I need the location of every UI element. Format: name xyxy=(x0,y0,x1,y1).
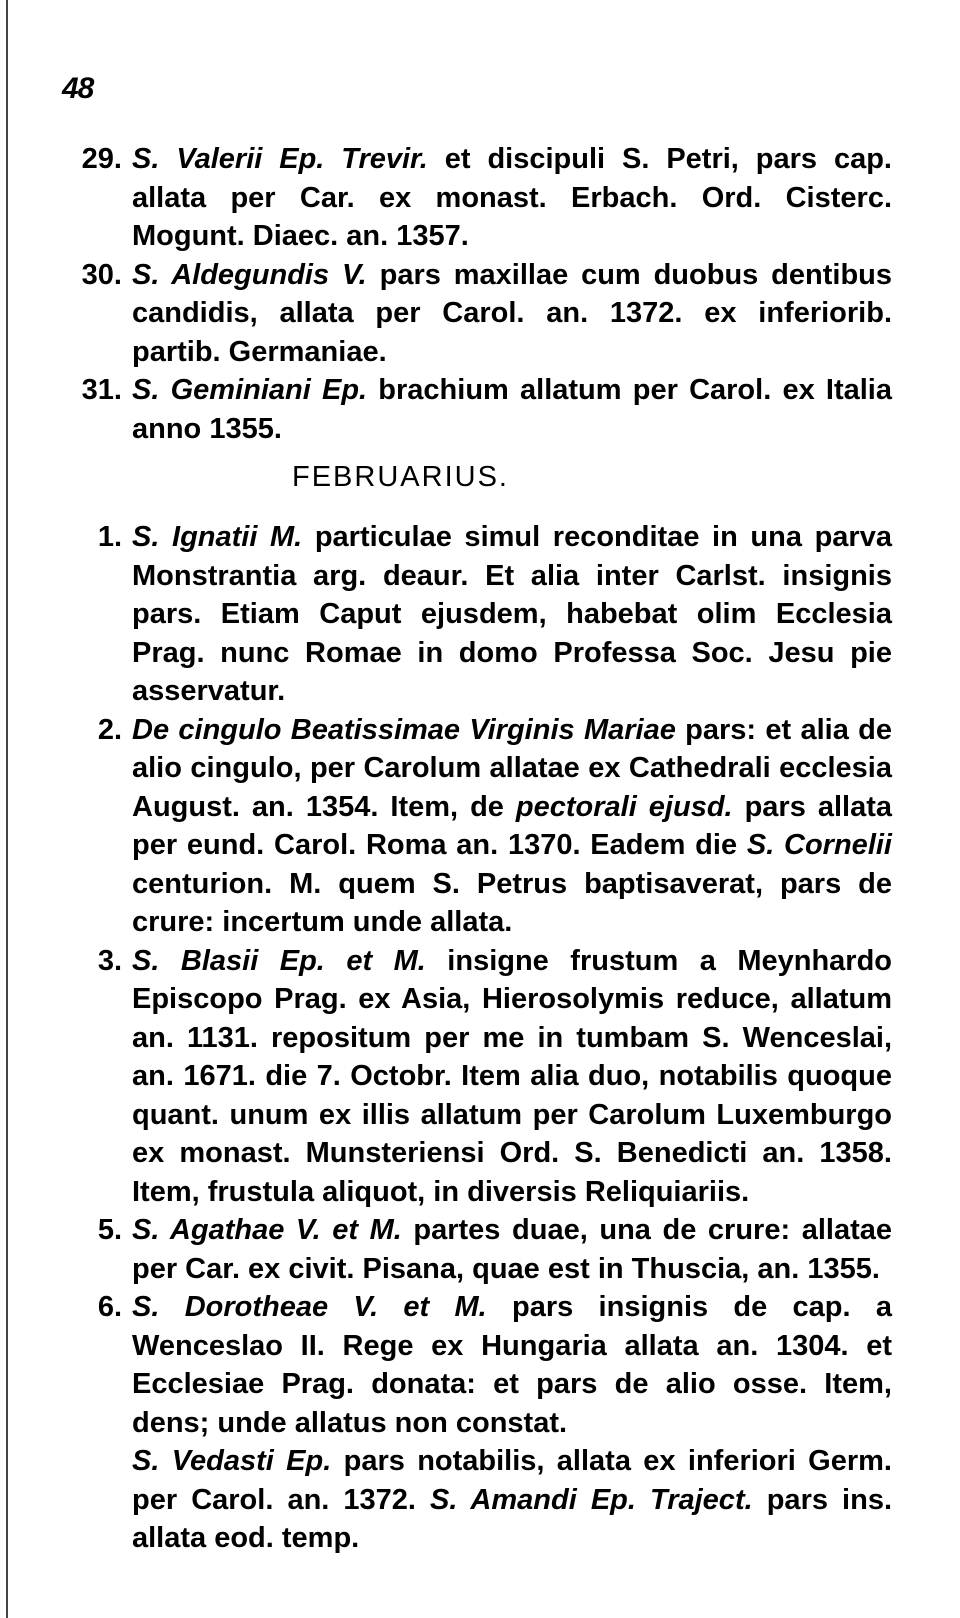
entry-item xyxy=(62,371,892,448)
entry-text xyxy=(132,140,892,256)
entries-january xyxy=(62,140,892,448)
entry-description: centurion. M. quem S. Petrus baptisaverat, pars de crure: incertum unde allata. xyxy=(132,867,892,938)
entry-text xyxy=(132,942,892,1212)
entry-number: 2. xyxy=(97,713,122,746)
saint-name: S. Aldegundis V. xyxy=(132,258,367,291)
entries-list xyxy=(62,140,892,1558)
entry-text xyxy=(132,256,892,372)
entry-description: brachium allatum per Carol. ex Italia anno 1355. xyxy=(132,374,892,445)
entry-item xyxy=(62,518,892,711)
saint-name: S. Valerii Ep. Trevir. xyxy=(132,143,428,175)
saint-name: S. Cornelii xyxy=(746,829,892,861)
entry-description: particulae simul reconditae in una parva Monstrantia arg. deaur. Et alia inter Carlst. insignis pars. Etiam Caput ejusdem, habebat olim Ecclesia Prag. nunc Romae in domo Professa Soc. Jesu pie asservatur. xyxy=(132,521,892,707)
entry-number: 1. xyxy=(97,521,122,553)
entry-description: pars notabilis, allata ex inferiori Germ. per Carol. an. 1372. xyxy=(132,1445,892,1516)
saint-name: S. Vedasti Ep. xyxy=(132,1445,332,1477)
saint-name: S. Dorotheae V. et M. xyxy=(132,1291,487,1323)
saint-name: S. Blasii Ep. et M. xyxy=(132,944,426,977)
page-edge-line xyxy=(6,0,8,1618)
saint-name: S. Agathae V. et M. xyxy=(132,1214,402,1246)
entry-description: pars: et alia de alio cingulo, per Carolum allatae ex Cathedrali ecclesia August. an. 1354. Item, de xyxy=(132,713,892,823)
entry-description: partes duae, una de crure: allatae per Car. ex civit. Pisana, quae est in Thuscia, an. 1355. xyxy=(132,1214,892,1285)
entry-text xyxy=(132,1288,892,1442)
entry-text xyxy=(132,371,892,448)
saint-name: S. Geminiani Ep. xyxy=(132,374,368,406)
section-heading: FEBRUARIUS. xyxy=(292,461,509,493)
saint-name: S. Ignatii M. xyxy=(132,521,303,553)
entry-text xyxy=(132,1211,892,1288)
entry-item xyxy=(62,942,892,1212)
entry-description: pars ins. allata eod. temp. xyxy=(132,1483,892,1554)
entry-description: pars allata per eund. Carol. Roma an. 1370. Eadem die xyxy=(132,790,893,861)
entry-number: 30. xyxy=(81,258,122,291)
entry-number: 5. xyxy=(97,1214,122,1246)
entry-description: insigne frustum a Meynhardo Episcopo Prag. ex Asia, Hierosolymis reduce, allatum an. 1131. repositum per me in tumbam S. Wenceslai, an. 1671. die 7. Octobr. Item alia duo, notabilis quoque quant. unum ex illis allatum per Carolum Luxemburgo ex monast. Munsteriensi Ord. S. Benedicti an. 1358. Item, frustula aliquot, in diversis Reliquiariis. xyxy=(132,944,892,1208)
entry-description: pars maxillae cum duobus dentibus candidis, allata per Carol. an. 1372. ex inferiorib. partib. Germaniae. xyxy=(132,258,893,368)
entry-item xyxy=(62,140,892,256)
saint-name: De cingulo Beatissimae Virginis Mariae xyxy=(132,713,676,746)
entry-number: 29. xyxy=(81,143,122,175)
entry-item xyxy=(62,1442,892,1558)
saint-name: S. Amandi Ep. Traject. xyxy=(430,1483,753,1516)
entry-item xyxy=(62,1288,892,1442)
entry-number: 31. xyxy=(81,374,122,406)
entry-text xyxy=(132,518,892,711)
entry-text xyxy=(132,1442,892,1558)
entry-number: 6. xyxy=(97,1291,122,1323)
saint-name: pectorali ejusd. xyxy=(515,790,733,823)
entry-description: et discipuli S. Petri, pars cap. allata per Car. ex monast. Erbach. Ord. Cisterc. Mogunt. Diaec. an. 1357. xyxy=(132,143,892,252)
entry-item xyxy=(62,1211,892,1288)
entry-text xyxy=(132,711,892,942)
entries-february xyxy=(62,518,892,1558)
page-number: 48 xyxy=(62,72,94,105)
entry-number: 3. xyxy=(97,944,122,977)
entry-description: pars insignis de cap. a Wenceslao II. Rege ex Hungaria allata an. 1304. et Ecclesiae Prag. donata: et pars de alio osse. Item, dens; unde allatus non constat. xyxy=(132,1291,892,1439)
entry-item xyxy=(62,711,892,942)
entry-item xyxy=(62,256,892,372)
